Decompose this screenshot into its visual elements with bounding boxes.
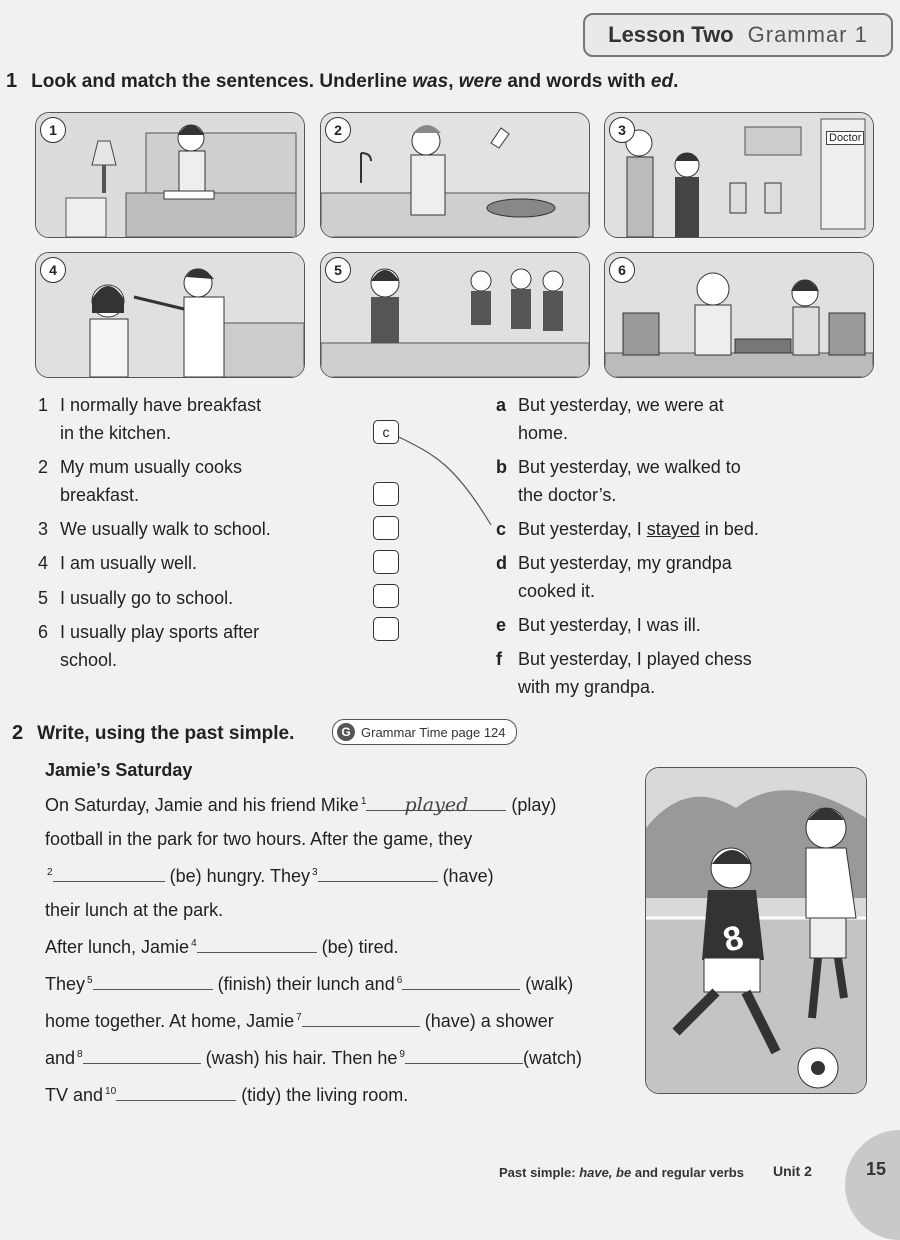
sentence-5: 5 I usually go to school. — [38, 588, 234, 608]
picture-3 — [604, 112, 874, 238]
option-b: b But yesterday, we walked to the doctor’s. — [496, 457, 741, 505]
lesson-header — [583, 13, 893, 57]
sentence-4: 4 I am usually well. — [38, 553, 198, 573]
blank-7[interactable] — [302, 1004, 420, 1027]
lesson-label: Lesson Two — [608, 22, 734, 47]
blank-6[interactable] — [402, 967, 520, 990]
picture-number: 4 — [40, 257, 66, 283]
answer-box-1[interactable]: c — [373, 420, 399, 444]
blank-10[interactable] — [116, 1078, 236, 1101]
exercise-1-heading — [6, 70, 678, 93]
exercise-title: Look and match the sentences. Underline was, were and words with ed. — [31, 71, 679, 92]
grammar-g-icon: G — [337, 723, 355, 741]
picture-number: 5 — [325, 257, 351, 283]
football-picture — [645, 767, 867, 1094]
jersey-number: 8 — [719, 918, 748, 960]
picture-number: 2 — [325, 117, 351, 143]
picture-6 — [604, 252, 874, 378]
girl-playing-chess-with-grandpa-illustration — [605, 253, 873, 377]
doctor-sign: Doctor — [826, 131, 864, 145]
girl-breakfast-in-bed-illustration — [36, 113, 304, 237]
exercise-title: Write, using the past simple. — [37, 723, 295, 744]
picture-number: 1 — [40, 117, 66, 143]
picture-2 — [320, 112, 590, 238]
grammar-time-badge[interactable] — [332, 719, 517, 745]
picture-5 — [320, 252, 590, 378]
sentence-1: 1 I normally have breakfast in the kitchen. — [38, 395, 262, 443]
story-title: Jamie’s Saturday — [45, 760, 193, 780]
blank-1[interactable] — [366, 788, 506, 816]
footer-unit: Unit 2 — [773, 1163, 812, 1179]
exercise-2-heading — [12, 722, 294, 745]
section-label: Grammar 1 — [747, 22, 868, 47]
answer-box-6[interactable] — [373, 617, 399, 641]
exercise-number: 2 — [12, 722, 24, 744]
matching-line — [395, 425, 505, 535]
answer-box-5[interactable] — [373, 584, 399, 608]
option-a: a But yesterday, we were at home. — [496, 395, 724, 443]
boys-playing-football-illustration — [646, 768, 866, 1093]
blank-5[interactable] — [93, 967, 213, 990]
answer-box-4[interactable] — [373, 550, 399, 574]
blank-4[interactable] — [197, 930, 317, 953]
page-corner — [845, 1130, 900, 1240]
page-number: 15 — [866, 1159, 887, 1179]
blank-2[interactable] — [53, 859, 165, 882]
option-d: d But yesterday, my grandpa cooked it. — [496, 553, 732, 601]
blank-8[interactable] — [83, 1041, 201, 1064]
exercise-number: 1 — [6, 70, 18, 92]
badge-text: Grammar Time page 124 — [361, 724, 506, 740]
picture-4 — [35, 252, 305, 378]
option-f: f But yesterday, I played chess with my grandpa. — [496, 649, 752, 697]
picture-number: 3 — [609, 117, 635, 143]
blank-3[interactable] — [318, 859, 438, 882]
option-e: e But yesterday, I was ill. — [496, 615, 701, 635]
underlined-word: stayed — [646, 519, 700, 539]
mum-cooking-illustration — [321, 113, 589, 237]
sentence-2: 2 My mum usually cooks breakfast. — [38, 457, 243, 505]
blank-9[interactable] — [405, 1041, 523, 1064]
story-text: On Saturday, Jamie and his friend Mike $^1$ played (play) football in the park for two hours. After the game, they $^2$ (be) hungry. They $^3$ (have) their lunch at the park. After lunch, Jamie $^4$ (be) tired. They $^5$ (finish) their lunch and $^6$ (walk) home together. At home, Jamie $^7$ (have) a shower and $^8$ (wash) his hair. Then he $^9$ (watch) TV and $^{10}$ (tidy) the living room. — [45, 785, 635, 1112]
sentence-3: 3 We usually walk to school. — [38, 519, 271, 539]
sentence-6: 6 I usually play sports after school. — [38, 622, 260, 670]
doctor-checking-girl-illustration — [36, 253, 304, 377]
picture-number: 6 — [609, 257, 635, 283]
footer-topic: Past simple: have, be and regular verbs — [499, 1165, 744, 1180]
classroom-children-illustration — [321, 253, 589, 377]
handwritten-answer: played — [404, 794, 469, 816]
option-c: c But yesterday, I stayed in bed. — [496, 519, 759, 539]
picture-1 — [35, 112, 305, 238]
